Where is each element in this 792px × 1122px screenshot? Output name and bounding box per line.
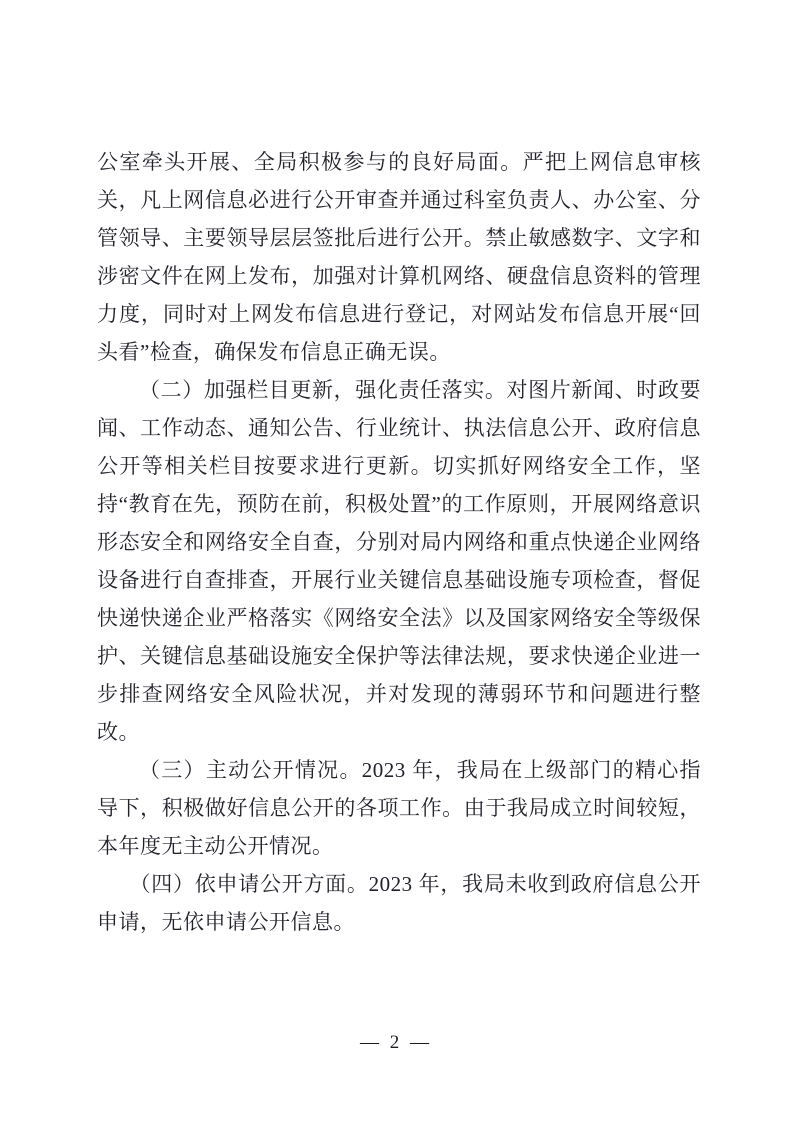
page-footer xyxy=(0,1032,792,1054)
paragraph-continuation: 公室牵头开展、全局积极参与的良好局面。严把上网信息审核关，凡上网信息必进行公开审查并通过科室负责人、办公室、分管领导、主要领导层层签批后进行公开。禁止敏感数字、文字和涉密文件在网上发布，加强对计算机网络、硬盘信息资料的管理力度，同时对上网发布信息进行登记，对网站发布信息开展“回头看”检查，确保发布信息正确无误。 xyxy=(97,150,701,364)
paragraph-section-3: （三）主动公开情况。2023 年，我局在上级部门的精心指导下，积极做好信息公开的各项工作。由于我局成立时间较短，本年度无主动公开情况。 xyxy=(97,758,701,858)
paragraph-section-4: （四）依申请公开方面。2023 年，我局未收到政府信息公开申请，无依申请公开信息。 xyxy=(97,872,701,934)
page-number: — 2 — xyxy=(360,1032,432,1053)
document-body xyxy=(97,143,701,941)
paragraph-section-2: （二）加强栏目更新，强化责任落实。对图片新闻、时政要闻、工作动态、通知公告、行业统计、执法信息公开、政府信息公开等相关栏目按要求进行更新。切实抓好网络安全工作，坚持“教育在先，预防在前，积极处置”的工作原则，开展网络意识形态安全和网络安全自查，分别对局内网络和重点快递企业网络设备进行自查排查，开展行业关键信息基础设施专项检查，督促快递快递企业严格落实《网络安全法》以及国家网络安全等级保护、关键信息基础设施安全保护等法律法规，要求快递企业进一步排查网络安全风险状况，并对发现的薄弱环节和问题进行整改。 xyxy=(97,378,701,744)
